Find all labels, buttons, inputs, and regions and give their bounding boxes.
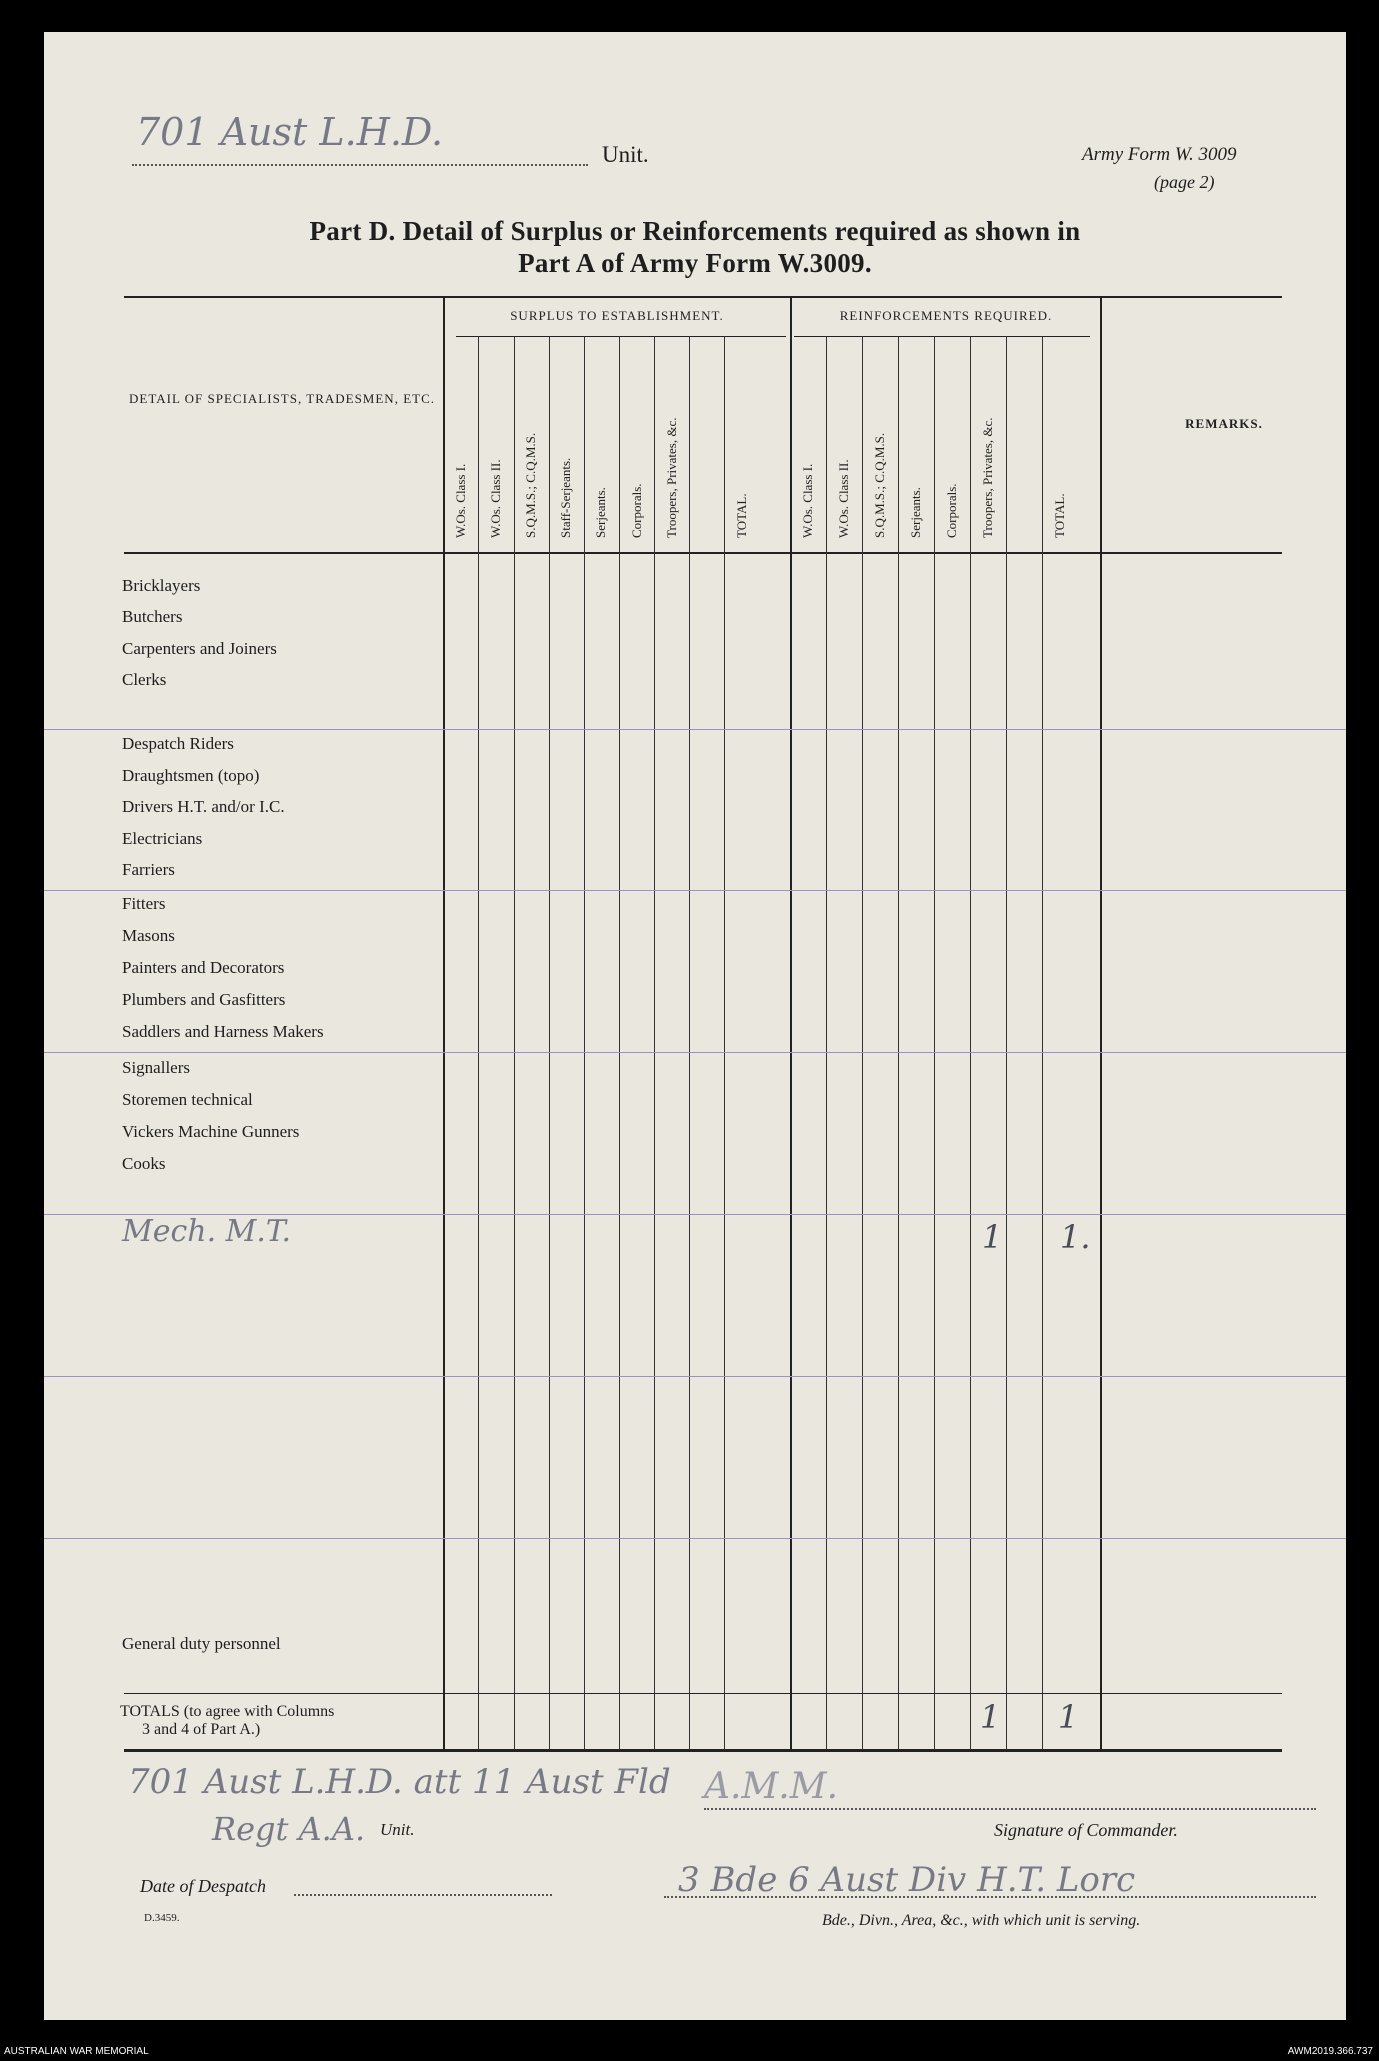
surplus-col-header: W.Os. Class I. [452, 463, 468, 538]
ruled-line [44, 729, 1346, 730]
row-label: Cooks [122, 1154, 166, 1173]
row-label: Despatch Riders [122, 734, 234, 753]
row-label: Draughtsmen (topo) [122, 766, 260, 785]
form-page [44, 32, 1346, 2020]
date-of-despatch-label: Date of Despatch [140, 1876, 266, 1896]
reinforcement-col-header: S.Q.M.S.; C.Q.M.S. [872, 432, 887, 538]
bde-label: Bde., Divn., Area, &c., with which unit is serving. [822, 1912, 1141, 1929]
form-title-line1: Part D. Detail of Surplus or Reinforcements required as shown in [309, 216, 1081, 246]
table-bottom-rule [124, 1749, 1282, 1752]
date-dotted-line [294, 1894, 552, 1896]
totals-label [120, 1703, 334, 1739]
reinforcement-col-header: Corporals. [944, 483, 959, 538]
surplus-col-header: Staff-Serjeants. [558, 457, 574, 538]
row-label: Vickers Machine Gunners [122, 1122, 300, 1141]
reinforcement-col-header: W.Os. Class II. [836, 459, 851, 538]
handwritten-row-label: Mech. M.T. [122, 1214, 292, 1249]
row-label: Masons [122, 926, 175, 945]
surplus-col-header: Troopers, Privates, &c. [663, 417, 679, 538]
signature-dotted-line [704, 1808, 1316, 1810]
signature-handwritten: A.M.M. [704, 1766, 839, 1807]
ruled-line [44, 1538, 1346, 1539]
ruled-line [44, 890, 1346, 891]
form-title-line2: Part A of Army Form W.3009. [518, 248, 872, 278]
row-label: Carpenters and Joiners [122, 639, 277, 658]
detail-header: DETAIL OF SPECIALISTS, TRADESMEN, ETC. [129, 391, 435, 406]
row-label: Fitters [122, 894, 166, 913]
surplus-col-header: Serjeants. [593, 487, 609, 538]
table-header-bottom-rule [124, 552, 1282, 554]
col-divider [443, 296, 445, 1749]
reinforcements-header: REINFORCEMENTS REQUIRED. [839, 308, 1053, 323]
surplus-col-header: TOTAL. [734, 493, 750, 538]
footer-unit-handwritten-line1: 701 Aust L.H.D. att 11 Aust Fld [128, 1762, 671, 1802]
surplus-group-rule [456, 336, 786, 337]
handwritten-total-value: 1. [1060, 1218, 1091, 1256]
col-divider [1100, 296, 1102, 1749]
reinforcements-group-rule [794, 336, 1090, 337]
surplus-col-header: S.Q.M.S.; C.Q.M.S. [523, 432, 538, 538]
ruled-line [44, 1052, 1346, 1053]
col-divider [790, 296, 792, 1749]
page-ref: (page 2) [1154, 172, 1215, 192]
credit-left: AUSTRALIAN WAR MEMORIAL [4, 2046, 149, 2057]
signature-label: Signature of Commander. [994, 1820, 1178, 1840]
reinforcement-col-header: W.Os. Class I. [800, 463, 815, 538]
totals-top-rule [124, 1693, 1282, 1694]
row-label: Signallers [122, 1058, 190, 1077]
bde-dotted-line [664, 1896, 1316, 1898]
remarks-header: REMARKS. [1185, 416, 1263, 431]
general-duty-label: General duty personnel [122, 1634, 281, 1653]
totals-total-value: 1 [1058, 1698, 1079, 1736]
table-top-rule [124, 296, 1282, 298]
surplus-col-header: Corporals. [628, 483, 644, 538]
unit-label: Unit. [602, 142, 649, 167]
ruled-line [44, 1214, 1346, 1215]
form-id: Army Form W. 3009 [1082, 144, 1237, 165]
reinforcement-col-header: Troopers, Privates, &c. [980, 417, 995, 538]
row-label: Painters and Decorators [122, 958, 285, 977]
row-label: Plumbers and Gasfitters [122, 990, 286, 1009]
row-label: Farriers [122, 860, 175, 879]
row-label: Electricians [122, 829, 203, 848]
credit-strip [0, 2044, 1379, 2061]
row-label: Butchers [122, 607, 183, 626]
handwritten-troopers-value: 1 [982, 1218, 1003, 1256]
unit-dotted-line [132, 164, 588, 166]
totals-label-line2: 3 and 4 of Part A.) [142, 1721, 261, 1738]
surplus-header: SURPLUS TO ESTABLISHMENT. [510, 308, 724, 323]
footer-unit-handwritten-line2: Regt A.A. [212, 1810, 366, 1848]
surplus-col-header: W.Os. Class II. [487, 459, 503, 538]
reinforcement-col-header: TOTAL. [1052, 493, 1067, 538]
footer-unit-label: Unit. [380, 1820, 415, 1839]
totals-label-line1: TOTALS (to agree with Columns [120, 1703, 335, 1720]
row-label: Clerks [122, 670, 167, 689]
row-label: Saddlers and Harness Makers [122, 1022, 324, 1041]
ruled-line [44, 1376, 1346, 1377]
reinforcement-col-header: Serjeants. [908, 487, 923, 538]
credit-right: AWM2019.366.737 [1287, 2046, 1373, 2057]
unit-handwritten: 701 Aust L.H.D. [136, 110, 444, 154]
row-label: Storemen technical [122, 1090, 253, 1109]
row-label: Bricklayers [122, 576, 201, 595]
form-code: D.3459. [144, 1912, 180, 1924]
bde-handwritten: 3 Bde 6 Aust Div H.T. Lorc [678, 1860, 1136, 1900]
row-label: Drivers H.T. and/or I.C. [122, 797, 285, 816]
totals-troopers-value: 1 [980, 1698, 1001, 1736]
